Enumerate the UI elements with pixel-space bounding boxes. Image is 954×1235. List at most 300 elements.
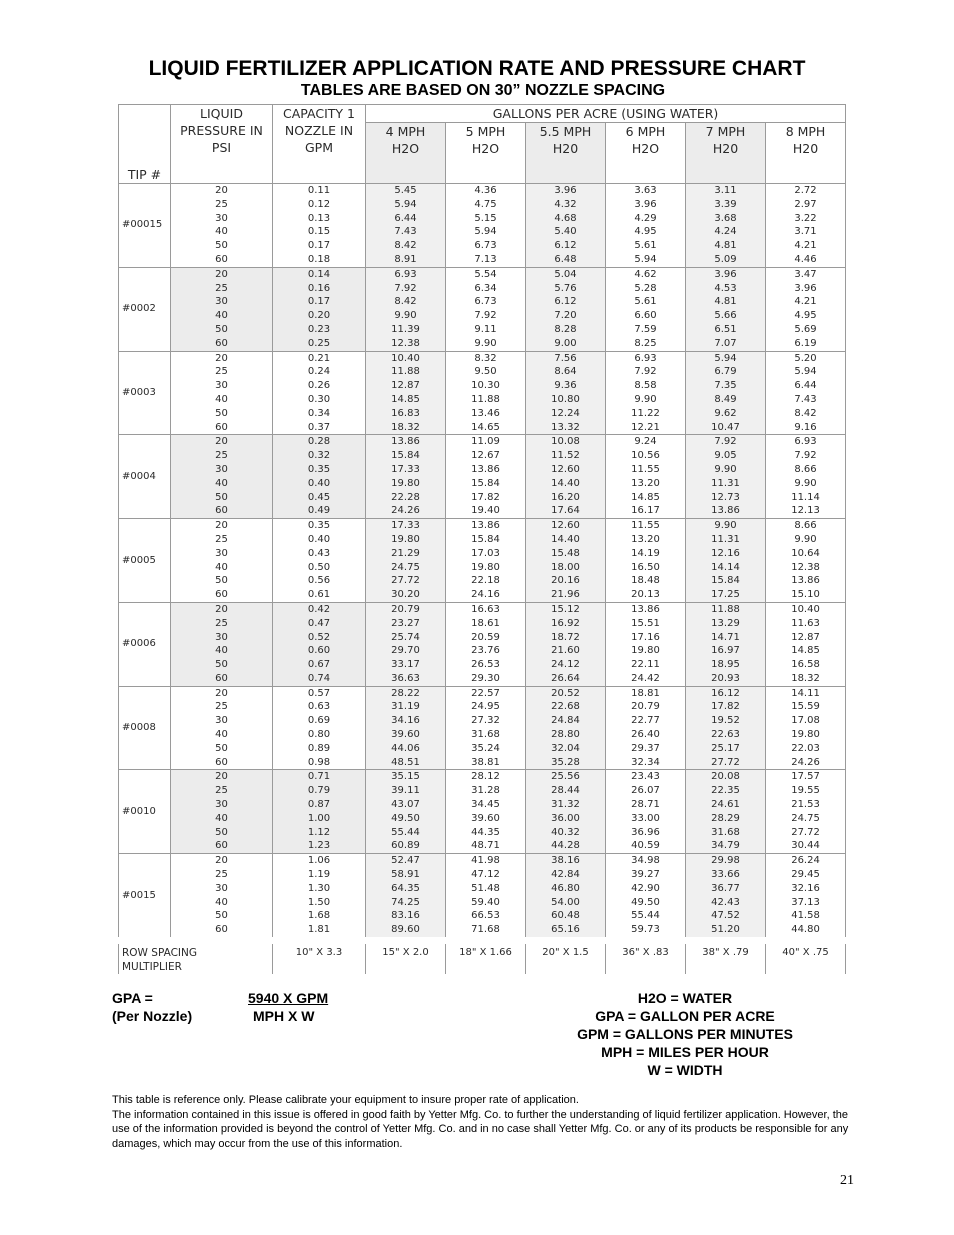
gpa-cell: 7.92	[366, 282, 446, 296]
capacity-cell: 0.40	[273, 477, 366, 491]
gpa-cell: 83.16	[366, 909, 446, 923]
pressure-cell: 40	[171, 812, 273, 826]
gpa-cell: 13.29	[686, 617, 766, 631]
pressure-cell: 25	[171, 449, 273, 463]
gpa-cell: 18.95	[686, 658, 766, 672]
gpa-cell: 20.08	[686, 770, 766, 784]
gpa-cell: 4.46	[766, 253, 846, 267]
gpa-cell: 5.04	[526, 267, 606, 281]
capacity-cell: 0.57	[273, 686, 366, 700]
gpa-cell: 21.53	[766, 798, 846, 812]
gpa-cell: 13.86	[606, 602, 686, 616]
per-nozzle-label: (Per Nozzle)	[112, 1008, 193, 1024]
gpa-cell: 9.00	[526, 337, 606, 351]
gpa-cell: 12.60	[526, 463, 606, 477]
table-row	[119, 909, 846, 923]
gpa-cell: 29.37	[606, 742, 686, 756]
header-speed: 5 MPH H2O	[446, 123, 526, 184]
gpa-cell: 4.75	[446, 198, 526, 212]
pressure-cell: 30	[171, 295, 273, 309]
table-row	[119, 854, 846, 868]
pressure-cell: 25	[171, 617, 273, 631]
capacity-cell: 1.00	[273, 812, 366, 826]
gpa-cell: 40.59	[606, 839, 686, 853]
gpa-cell: 8.28	[526, 323, 606, 337]
gpa-cell: 3.47	[766, 267, 846, 281]
table-row	[119, 323, 846, 337]
gpa-cell: 14.11	[766, 686, 846, 700]
table-row	[119, 282, 846, 296]
gpa-cell: 10.40	[366, 351, 446, 365]
gpa-cell: 18.48	[606, 574, 686, 588]
multiplier-cell: 10" X 3.3	[273, 944, 366, 974]
gpa-cell: 4.81	[686, 295, 766, 309]
gpa-cell: 13.86	[446, 463, 526, 477]
table-row	[119, 407, 846, 421]
table-row	[119, 826, 846, 840]
gpa-cell: 12.38	[766, 561, 846, 575]
capacity-cell: 0.13	[273, 212, 366, 226]
gpa-cell: 15.12	[526, 602, 606, 616]
gpa-cell: 15.10	[766, 588, 846, 602]
gpa-cell: 9.36	[526, 379, 606, 393]
gpa-cell: 27.72	[686, 756, 766, 770]
capacity-cell: 1.68	[273, 909, 366, 923]
gpa-cell: 5.61	[606, 295, 686, 309]
gpa-cell: 9.90	[366, 309, 446, 323]
gpa-cell: 39.60	[446, 812, 526, 826]
gpa-cell: 11.52	[526, 449, 606, 463]
gpa-cell: 5.76	[526, 282, 606, 296]
gpa-cell: 32.16	[766, 882, 846, 896]
gpa-cell: 6.12	[526, 239, 606, 253]
capacity-cell: 0.60	[273, 644, 366, 658]
table-row	[119, 337, 846, 351]
gpa-cell: 11.88	[366, 365, 446, 379]
gpa-cell: 19.80	[766, 728, 846, 742]
table-row	[119, 379, 846, 393]
gpa-cell: 22.57	[446, 686, 526, 700]
gpa-cell: 16.83	[366, 407, 446, 421]
gpa-cell: 27.32	[446, 714, 526, 728]
gpa-cell: 24.84	[526, 714, 606, 728]
gpa-cell: 12.73	[686, 491, 766, 505]
pressure-cell: 60	[171, 923, 273, 937]
rate-table	[118, 104, 846, 937]
gpa-cell: 8.58	[606, 379, 686, 393]
gpa-cell: 12.38	[366, 337, 446, 351]
header-gallons-per-acre: GALLONS PER ACRE (USING WATER)	[366, 105, 846, 123]
gpa-cell: 7.43	[366, 225, 446, 239]
pressure-cell: 20	[171, 267, 273, 281]
gpa-cell: 42.84	[526, 868, 606, 882]
header-speed: 6 MPH H2O	[606, 123, 686, 184]
pressure-cell: 60	[171, 672, 273, 686]
gpa-cell: 11.55	[606, 463, 686, 477]
pressure-cell: 40	[171, 896, 273, 910]
gpa-cell: 49.50	[606, 896, 686, 910]
table-row	[119, 631, 846, 645]
gpa-cell: 8.42	[366, 239, 446, 253]
pressure-cell: 40	[171, 477, 273, 491]
gpa-cell: 11.14	[766, 491, 846, 505]
gpa-cell: 30.20	[366, 588, 446, 602]
gpa-cell: 7.43	[766, 393, 846, 407]
gpa-cell: 24.42	[606, 672, 686, 686]
pressure-cell: 50	[171, 491, 273, 505]
gpa-cell: 8.42	[766, 407, 846, 421]
gpa-cell: 10.08	[526, 435, 606, 449]
gpa-cell: 15.48	[526, 547, 606, 561]
gpa-cell: 12.24	[526, 407, 606, 421]
capacity-cell: 0.87	[273, 798, 366, 812]
gpa-cell: 9.90	[686, 463, 766, 477]
gpa-cell: 9.50	[446, 365, 526, 379]
page-number: 21	[840, 1173, 854, 1188]
gpa-cell: 19.52	[686, 714, 766, 728]
gpa-cell: 36.63	[366, 672, 446, 686]
capacity-cell: 0.80	[273, 728, 366, 742]
gpa-cell: 26.64	[526, 672, 606, 686]
pressure-cell: 50	[171, 239, 273, 253]
gpa-cell: 8.25	[606, 337, 686, 351]
capacity-cell: 0.28	[273, 435, 366, 449]
gpa-cell: 18.81	[606, 686, 686, 700]
pressure-cell: 40	[171, 225, 273, 239]
capacity-cell: 0.35	[273, 519, 366, 533]
gpa-cell: 15.84	[446, 533, 526, 547]
gpa-cell: 44.06	[366, 742, 446, 756]
capacity-cell: 0.63	[273, 700, 366, 714]
pressure-cell: 30	[171, 463, 273, 477]
multiplier-cell: 20" X 1.5	[526, 944, 606, 974]
pressure-cell: 40	[171, 393, 273, 407]
gpa-cell: 4.68	[526, 212, 606, 226]
gpa-cell: 59.73	[606, 923, 686, 937]
gpa-cell: 13.86	[366, 435, 446, 449]
table-row	[119, 686, 846, 700]
table-row	[119, 253, 846, 267]
table-row	[119, 784, 846, 798]
capacity-cell: 0.14	[273, 267, 366, 281]
gpa-cell: 17.64	[526, 504, 606, 518]
pressure-cell: 20	[171, 351, 273, 365]
pressure-cell: 50	[171, 909, 273, 923]
capacity-cell: 1.06	[273, 854, 366, 868]
capacity-cell: 0.98	[273, 756, 366, 770]
gpa-cell: 38.81	[446, 756, 526, 770]
pressure-cell: 30	[171, 882, 273, 896]
gpa-cell: 6.60	[606, 309, 686, 323]
gpa-cell: 39.11	[366, 784, 446, 798]
capacity-cell: 0.34	[273, 407, 366, 421]
gpa-cell: 15.84	[686, 574, 766, 588]
gpa-cell: 21.29	[366, 547, 446, 561]
tip-number: #0010	[119, 770, 171, 854]
gpa-cell: 16.17	[606, 504, 686, 518]
table-row	[119, 756, 846, 770]
gpa-cell: 20.13	[606, 588, 686, 602]
gpa-cell: 49.50	[366, 812, 446, 826]
gpa-cell: 10.80	[526, 393, 606, 407]
gpa-cell: 41.58	[766, 909, 846, 923]
gpa-cell: 10.40	[766, 602, 846, 616]
multiplier-cell: 18" X 1.66	[446, 944, 526, 974]
gpa-cell: 17.08	[766, 714, 846, 728]
capacity-cell: 0.21	[273, 351, 366, 365]
table-row	[119, 198, 846, 212]
table-row	[119, 644, 846, 658]
gpa-cell: 7.59	[606, 323, 686, 337]
gpa-cell: 11.09	[446, 435, 526, 449]
pressure-cell: 20	[171, 854, 273, 868]
gpa-cell: 51.20	[686, 923, 766, 937]
gpa-cell: 17.25	[686, 588, 766, 602]
gpa-cell: 5.94	[766, 365, 846, 379]
capacity-cell: 0.20	[273, 309, 366, 323]
gpa-cell: 6.19	[766, 337, 846, 351]
gpa-cell: 3.39	[686, 198, 766, 212]
capacity-cell: 1.12	[273, 826, 366, 840]
gpa-cell: 7.13	[446, 253, 526, 267]
table-row	[119, 839, 846, 853]
gpa-cell: 6.51	[686, 323, 766, 337]
capacity-cell: 0.89	[273, 742, 366, 756]
gpa-cell: 5.09	[686, 253, 766, 267]
gpa-cell: 11.88	[446, 393, 526, 407]
gpa-cell: 22.35	[686, 784, 766, 798]
table-row	[119, 225, 846, 239]
gpa-cell: 39.27	[606, 868, 686, 882]
gpa-cell: 40.32	[526, 826, 606, 840]
gpa-cell: 4.81	[686, 239, 766, 253]
pressure-cell: 50	[171, 407, 273, 421]
multiplier-cell: 15" X 2.0	[366, 944, 446, 974]
gpa-cell: 17.33	[366, 463, 446, 477]
capacity-cell: 0.26	[273, 379, 366, 393]
gpa-cell: 11.31	[686, 477, 766, 491]
gpa-cell: 4.95	[606, 225, 686, 239]
gpa-cell: 44.35	[446, 826, 526, 840]
gpa-cell: 36.00	[526, 812, 606, 826]
gpa-cell: 9.90	[766, 477, 846, 491]
gpa-cell: 24.26	[766, 756, 846, 770]
gpa-cell: 11.31	[686, 533, 766, 547]
table-row	[119, 728, 846, 742]
gpa-cell: 5.15	[446, 212, 526, 226]
pressure-cell: 50	[171, 574, 273, 588]
definition-h2o: H2O = WATER	[637, 990, 733, 1006]
table-row	[119, 714, 846, 728]
tip-number: #00015	[119, 184, 171, 268]
gpa-cell: 3.96	[606, 198, 686, 212]
gpa-cell: 6.93	[606, 351, 686, 365]
gpa-cell: 35.28	[526, 756, 606, 770]
gpa-cell: 71.68	[446, 923, 526, 937]
gpa-cell: 52.47	[366, 854, 446, 868]
capacity-cell: 0.42	[273, 602, 366, 616]
gpa-cell: 28.12	[446, 770, 526, 784]
capacity-cell: 0.74	[273, 672, 366, 686]
gpa-cell: 37.13	[766, 896, 846, 910]
gpa-cell: 26.24	[766, 854, 846, 868]
gpa-cell: 14.85	[766, 644, 846, 658]
pressure-cell: 60	[171, 337, 273, 351]
pressure-cell: 25	[171, 700, 273, 714]
gpa-cell: 2.72	[766, 184, 846, 198]
tip-number: #0004	[119, 435, 171, 519]
gpa-cell: 14.40	[526, 533, 606, 547]
gpa-cell: 12.87	[366, 379, 446, 393]
gpa-cell: 47.52	[686, 909, 766, 923]
tip-number: #0003	[119, 351, 171, 435]
gpa-cell: 12.60	[526, 519, 606, 533]
gpa-cell: 28.44	[526, 784, 606, 798]
gpa-cell: 19.40	[446, 504, 526, 518]
gpa-cell: 9.11	[446, 323, 526, 337]
gpa-cell: 20.52	[526, 686, 606, 700]
gpa-cell: 39.60	[366, 728, 446, 742]
gpa-cell: 17.82	[686, 700, 766, 714]
table-row	[119, 267, 846, 281]
gpa-cell: 6.73	[446, 239, 526, 253]
gpa-cell: 25.56	[526, 770, 606, 784]
gpa-cell: 5.66	[686, 309, 766, 323]
gpa-cell: 24.61	[686, 798, 766, 812]
pressure-cell: 50	[171, 742, 273, 756]
capacity-cell: 0.11	[273, 184, 366, 198]
gpa-cell: 18.61	[446, 617, 526, 631]
table-row	[119, 463, 846, 477]
gpa-cell: 3.71	[766, 225, 846, 239]
pressure-cell: 25	[171, 784, 273, 798]
pressure-cell: 40	[171, 561, 273, 575]
capacity-cell: 0.50	[273, 561, 366, 575]
gpa-cell: 19.80	[366, 477, 446, 491]
gpa-cell: 11.55	[606, 519, 686, 533]
gpa-cell: 3.63	[606, 184, 686, 198]
gpa-cell: 28.80	[526, 728, 606, 742]
gpa-cell: 3.96	[766, 282, 846, 296]
gpa-cell: 36.96	[606, 826, 686, 840]
gpa-cell: 22.28	[366, 491, 446, 505]
gpa-cell: 12.21	[606, 421, 686, 435]
table-row	[119, 435, 846, 449]
gpa-cell: 14.85	[366, 393, 446, 407]
gpa-cell: 13.20	[606, 533, 686, 547]
gpa-cell: 7.92	[446, 309, 526, 323]
gpa-cell: 9.90	[766, 533, 846, 547]
table-row	[119, 798, 846, 812]
gpa-cell: 46.80	[526, 882, 606, 896]
gpa-cell: 5.94	[446, 225, 526, 239]
gpa-cell: 74.25	[366, 896, 446, 910]
pressure-cell: 20	[171, 435, 273, 449]
gpa-cell: 7.92	[606, 365, 686, 379]
disclaimer-line-1: This table is reference only. Please calibrate your equipment to insure proper rate of application.	[112, 1094, 579, 1106]
gpa-cell: 9.16	[766, 421, 846, 435]
gpa-cell: 11.22	[606, 407, 686, 421]
gpa-cell: 10.47	[686, 421, 766, 435]
table-row	[119, 239, 846, 253]
gpa-cell: 17.57	[766, 770, 846, 784]
gpa-cell: 4.21	[766, 239, 846, 253]
gpa-cell: 35.15	[366, 770, 446, 784]
gpa-cell: 28.29	[686, 812, 766, 826]
capacity-cell: 0.18	[273, 253, 366, 267]
gpa-cell: 47.12	[446, 868, 526, 882]
capacity-cell: 0.49	[273, 504, 366, 518]
gpa-cell: 32.04	[526, 742, 606, 756]
gpa-cell: 27.72	[766, 826, 846, 840]
abbreviation-definitions	[540, 989, 830, 1079]
gpa-cell: 19.55	[766, 784, 846, 798]
gpa-cell: 13.86	[686, 504, 766, 518]
gpa-cell: 17.03	[446, 547, 526, 561]
gpa-cell: 27.72	[366, 574, 446, 588]
gpa-cell: 5.94	[686, 351, 766, 365]
gpa-cell: 3.11	[686, 184, 766, 198]
gpa-cell: 14.14	[686, 561, 766, 575]
tip-number: #0015	[119, 854, 171, 937]
gpa-cell: 31.68	[686, 826, 766, 840]
gpa-cell: 26.53	[446, 658, 526, 672]
gpa-cell: 64.35	[366, 882, 446, 896]
table-row	[119, 770, 846, 784]
gpa-cell: 7.56	[526, 351, 606, 365]
gpa-cell: 12.16	[686, 547, 766, 561]
gpa-cell: 5.69	[766, 323, 846, 337]
gpa-cell: 23.43	[606, 770, 686, 784]
capacity-cell: 0.15	[273, 225, 366, 239]
gpa-cell: 4.95	[766, 309, 846, 323]
table-row	[119, 309, 846, 323]
capacity-cell: 0.79	[273, 784, 366, 798]
gpa-cell: 31.32	[526, 798, 606, 812]
gpa-cell: 58.91	[366, 868, 446, 882]
gpa-cell: 6.34	[446, 282, 526, 296]
gpa-cell: 29.70	[366, 644, 446, 658]
definition-mph: MPH = MILES PER HOUR	[601, 1044, 769, 1060]
gpa-cell: 20.79	[366, 602, 446, 616]
gpa-cell: 4.62	[606, 267, 686, 281]
gpa-cell: 32.34	[606, 756, 686, 770]
gpa-cell: 2.97	[766, 198, 846, 212]
pressure-cell: 50	[171, 658, 273, 672]
gpa-cell: 55.44	[366, 826, 446, 840]
gpa-cell: 13.46	[446, 407, 526, 421]
gpa-cell: 41.98	[446, 854, 526, 868]
gpa-cell: 35.24	[446, 742, 526, 756]
table-row	[119, 365, 846, 379]
pressure-cell: 50	[171, 323, 273, 337]
gpa-cell: 5.40	[526, 225, 606, 239]
table-row	[119, 923, 846, 937]
pressure-cell: 60	[171, 839, 273, 853]
capacity-cell: 1.81	[273, 923, 366, 937]
gpa-cell: 14.40	[526, 477, 606, 491]
gpa-cell: 26.07	[606, 784, 686, 798]
gpa-cell: 4.29	[606, 212, 686, 226]
capacity-cell: 0.71	[273, 770, 366, 784]
gpa-cell: 5.94	[366, 198, 446, 212]
table-row	[119, 602, 846, 616]
gpa-cell: 6.44	[366, 212, 446, 226]
header-tip: TIP #	[119, 105, 171, 184]
table-row	[119, 742, 846, 756]
gpa-cell: 6.79	[686, 365, 766, 379]
pressure-cell: 30	[171, 379, 273, 393]
